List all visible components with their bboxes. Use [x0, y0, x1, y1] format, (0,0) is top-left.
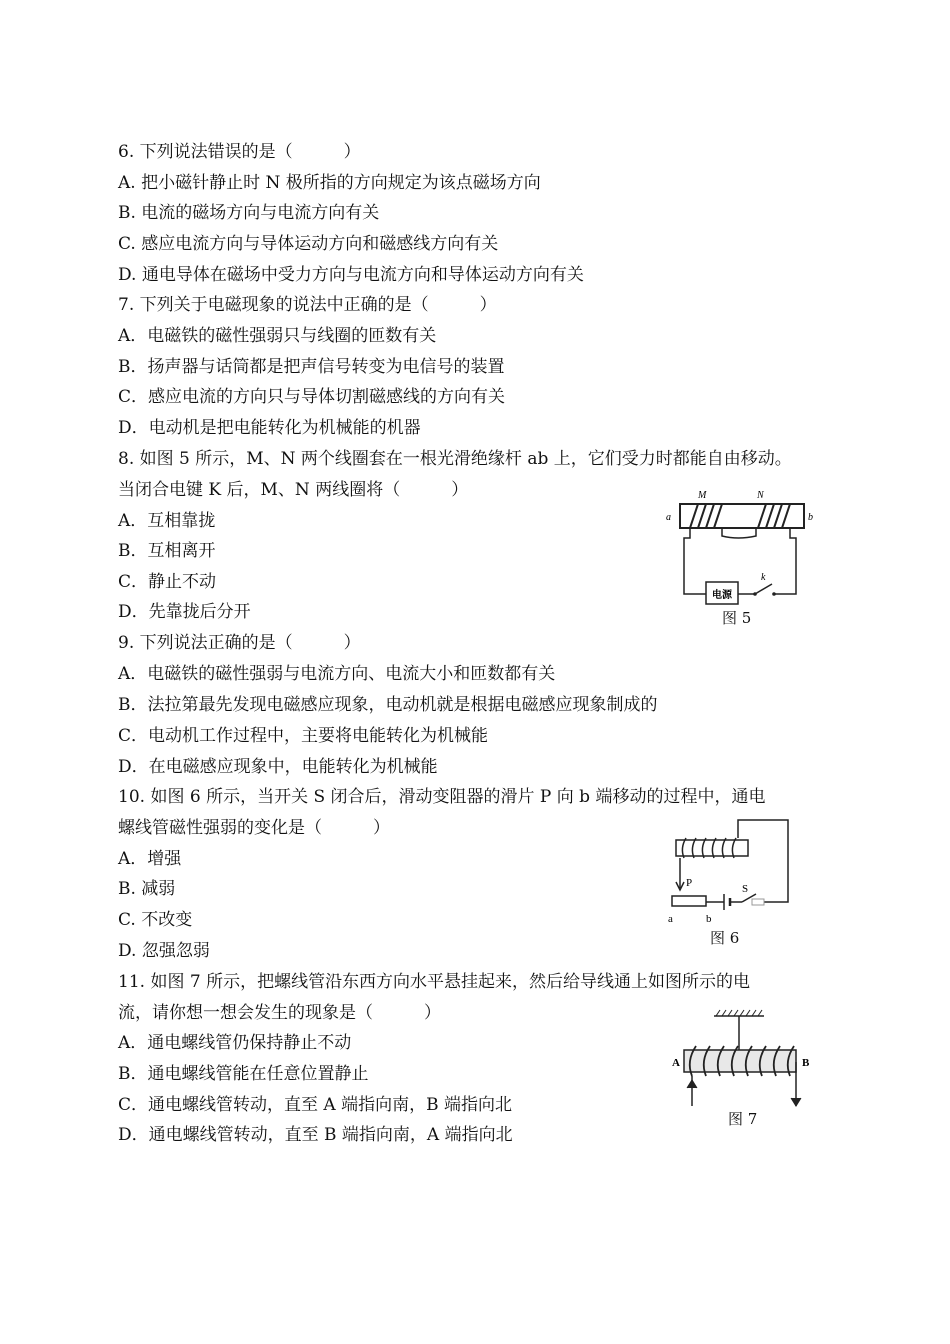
q10-option-c[interactable]: C. 不改变 — [118, 910, 193, 930]
q7-option-a[interactable]: A．电磁铁的磁性强弱只与线圈的匝数有关 — [118, 326, 437, 346]
current-in-arrow — [687, 1080, 697, 1088]
solenoid-coil — [682, 838, 736, 858]
coil-n — [758, 504, 790, 528]
current-out-arrow — [791, 1098, 801, 1106]
q7-option-d[interactable]: D．电动机是把电能转化为机械能的机器 — [118, 418, 421, 438]
q9-option-a[interactable]: A．电磁铁的磁性强弱与电流方向、电流大小和匝数都有关 — [118, 664, 556, 684]
q11-option-a[interactable]: A．通电螺线管仍保持静止不动 — [118, 1033, 352, 1053]
figure-7-solenoid — [666, 1006, 816, 1110]
label-a: a — [668, 913, 673, 925]
q6-option-d[interactable]: D. 通电导体在磁场中受力方向与电流方向和导体运动方向有关 — [118, 265, 584, 285]
ceiling-hatch — [716, 1010, 762, 1016]
coil-connector — [722, 528, 756, 538]
q9-option-c[interactable]: C．电动机工作过程中，主要将电能转化为机械能 — [118, 726, 489, 746]
q6-option-c[interactable]: C. 感应电流方向与导体运动方向和磁感线方向有关 — [118, 234, 499, 254]
q10-stem-line2: 螺线管磁性强弱的变化是（ ） — [118, 818, 390, 838]
label-p: P — [686, 877, 693, 889]
q7-stem: 7. 下列关于电磁现象的说法中正确的是（ ） — [118, 295, 497, 315]
label-a: A — [672, 1057, 680, 1069]
label-k: k — [761, 572, 766, 583]
figure-6-caption: 图 6 — [710, 929, 740, 947]
q11-option-c[interactable]: C．通电螺线管转动，直至 A 端指向南，B 端指向北 — [118, 1095, 512, 1115]
label-b: b — [706, 913, 712, 925]
q11-option-d[interactable]: D．通电螺线管转动，直至 B 端指向南，A 端指向北 — [118, 1125, 513, 1145]
q7-option-b[interactable]: B．扬声器与话筒都是把声信号转变为电信号的装置 — [118, 357, 505, 377]
power-source-label: 电源 — [712, 590, 732, 601]
label-m: M — [698, 490, 707, 501]
q10-stem-line1: 10. 如图 6 所示，当开关 S 闭合后，滑动变阻器的滑片 P 向 b 端移动的过程中，通电 — [118, 787, 766, 807]
q8-option-a[interactable]: A．互相靠拢 — [118, 511, 216, 531]
switch-contact — [752, 899, 764, 905]
label-b: B — [802, 1057, 810, 1069]
q10-option-b[interactable]: B. 减弱 — [118, 879, 176, 899]
q6-option-b[interactable]: B. 电流的磁场方向与电流方向有关 — [118, 203, 380, 223]
q9-option-d[interactable]: D．在电磁感应现象中，电能转化为机械能 — [118, 757, 438, 777]
q8-option-b[interactable]: B．互相离开 — [118, 541, 216, 561]
q8-stem-line1: 8. 如图 5 所示，M、N 两个线圈套在一根光滑绝缘杆 ab 上，它们受力时都能自由移动。 — [118, 449, 792, 469]
figure-5-circuit — [660, 482, 820, 608]
q10-option-a[interactable]: A．增强 — [118, 849, 182, 869]
q11-stem-line2: 流，请你想一想会发生的现象是（ ） — [118, 1003, 441, 1023]
rheostat — [672, 896, 706, 906]
coil-m — [690, 504, 722, 528]
label-s: S — [742, 883, 749, 895]
q7-option-c[interactable]: C．感应电流的方向只与导体切割磁感线的方向有关 — [118, 387, 506, 407]
q11-option-b[interactable]: B．通电螺线管能在任意位置静止 — [118, 1064, 369, 1084]
figure-5-caption: 图 5 — [722, 609, 752, 627]
q8-option-d[interactable]: D．先靠拢后分开 — [118, 602, 251, 622]
label-n: N — [757, 490, 764, 501]
q10-option-d[interactable]: D. 忽强忽弱 — [118, 941, 210, 961]
wire-left — [684, 528, 706, 594]
figure-6-circuit — [660, 814, 800, 928]
switch-k — [755, 584, 772, 594]
q6-stem: 6. 下列说法错误的是（ ） — [118, 142, 361, 162]
q8-option-c[interactable]: C．静止不动 — [118, 572, 217, 592]
q9-option-b[interactable]: B．法拉第最先发现电磁感应现象，电动机就是根据电磁感应现象制成的 — [118, 695, 658, 715]
solenoid-body — [684, 1050, 796, 1072]
switch-contact — [772, 592, 776, 596]
q11-stem-line1: 11. 如图 7 所示，把螺线管沿东西方向水平悬挂起来，然后给导线通上如图所示的电 — [118, 972, 751, 992]
figure-7-caption: 图 7 — [728, 1110, 758, 1128]
label-b: b — [808, 512, 813, 523]
q6-option-a[interactable]: A. 把小磁针静止时 N 极所指的方向规定为该点磁场方向 — [118, 173, 541, 193]
q8-stem-line2: 当闭合电键 K 后，M、N 两线圈将（ ） — [118, 480, 469, 500]
wire-right — [774, 528, 796, 594]
label-a: a — [666, 512, 671, 523]
q9-stem: 9. 下列说法正确的是（ ） — [118, 633, 361, 653]
